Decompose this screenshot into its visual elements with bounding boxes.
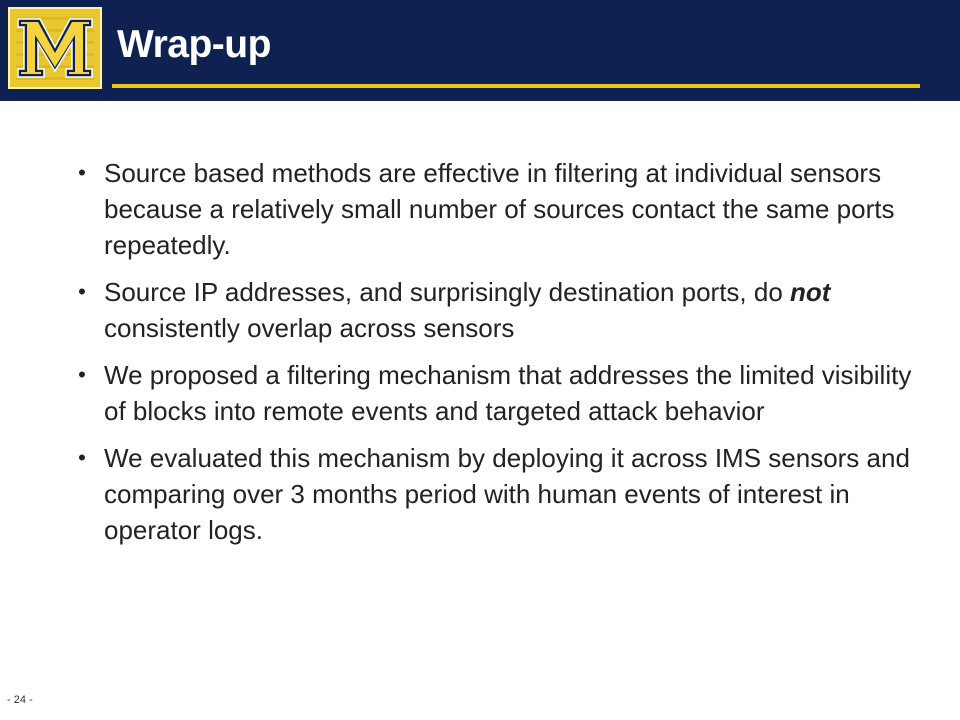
bullet-text: Source IP addresses, and surprisingly destination ports, do xyxy=(104,277,791,307)
bullet-icon: • xyxy=(78,279,86,304)
bullet-text: We proposed a filtering mechanism that addresses the limited visibility of blocks into remote events and targeted attack behavior xyxy=(104,360,912,426)
bullet-text-tail: consistently overlap across sensors xyxy=(104,313,515,343)
bullet-item xyxy=(72,357,932,429)
bullet-text: Source based methods are effective in filtering at individual sensors because a relatively small number of sources contact the same ports repeatedly. xyxy=(104,158,895,260)
bullet-icon: • xyxy=(78,160,86,185)
bullet-item xyxy=(72,274,932,346)
bullet-icon: • xyxy=(78,445,86,470)
block-m-icon xyxy=(10,9,100,87)
bullet-emphasis: not xyxy=(790,277,831,307)
bullet-item xyxy=(72,155,932,263)
bullet-list xyxy=(72,155,932,559)
title-underline xyxy=(112,84,920,88)
bullet-icon: • xyxy=(78,362,86,387)
university-m-logo xyxy=(8,7,102,89)
slide-header xyxy=(0,0,960,101)
slide-title: Wrap-up xyxy=(117,23,271,66)
page-number: - 24 - xyxy=(7,694,33,706)
bullet-item xyxy=(72,440,932,548)
bullet-text: We evaluated this mechanism by deploying it across IMS sensors and comparing over 3 months period with human events of interest in operator logs. xyxy=(104,443,910,545)
